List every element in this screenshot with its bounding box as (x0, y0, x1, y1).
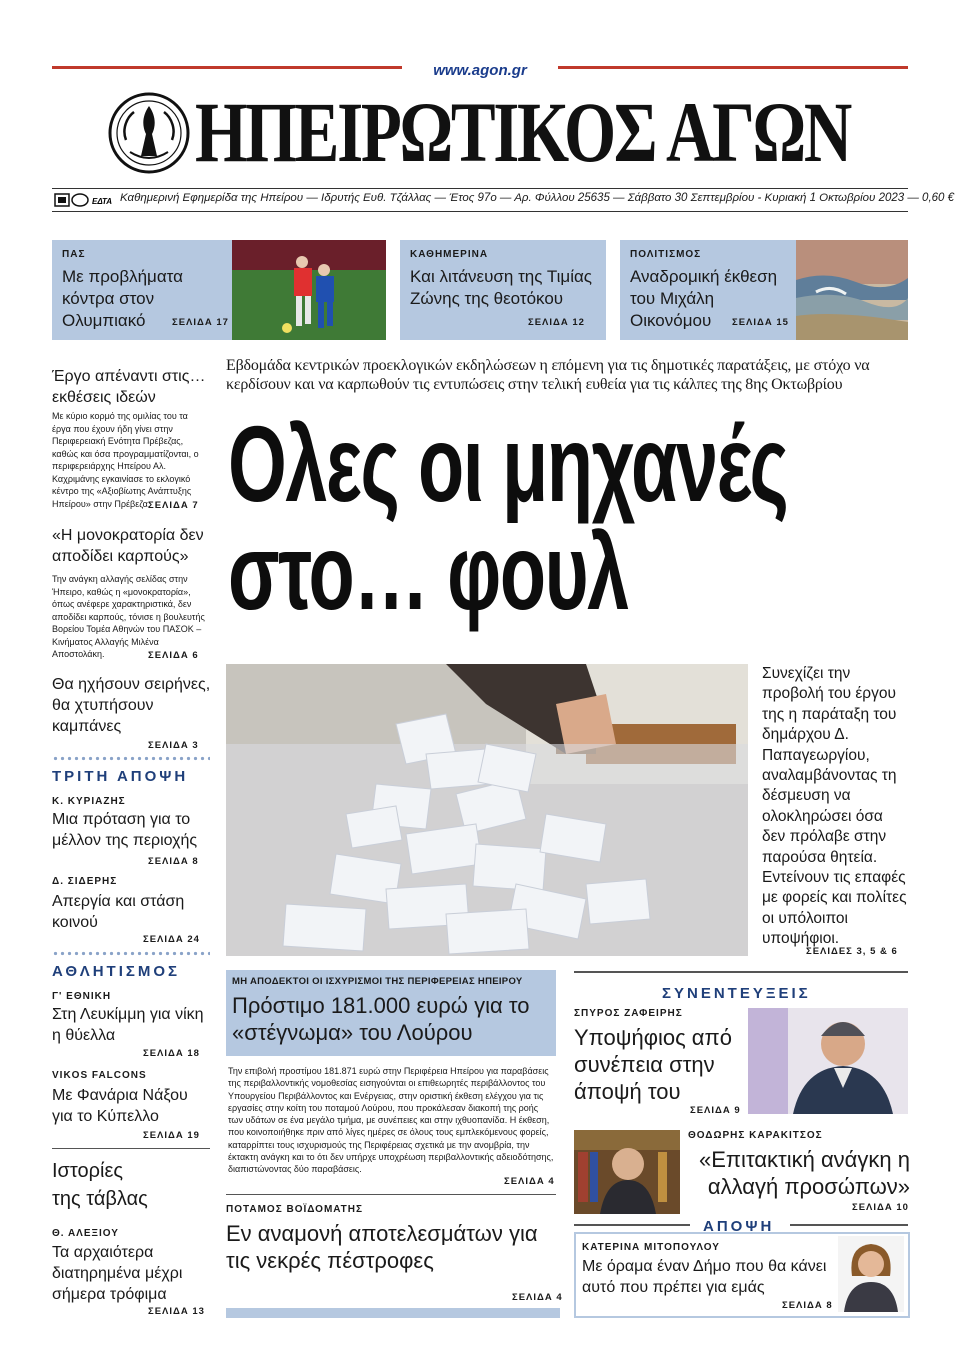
i1-title[interactable]: Υποψήφιος από συνέπεια στην άποψή του (574, 1025, 732, 1104)
op1-author: Κ. ΚΥΡΙΑΖΗΣ (52, 796, 126, 807)
op2-page: ΣΕΛΙΔΑ 24 (143, 934, 200, 945)
ballots-photo (226, 664, 748, 956)
opinion-page: ΣΕΛΙΔΑ 8 (782, 1300, 833, 1311)
i1-name: ΣΠΥΡΟΣ ΖΑΦΕΙΡΗΣ (574, 1008, 683, 1019)
box-kicker: ΠΑΣ (62, 249, 86, 260)
rule (226, 1194, 556, 1195)
sp1-kicker: Γ' ΕΘΝΙΚΗ (52, 991, 112, 1002)
main-side-text: Συνεχίζει την προβολή του έργου της η παράταξη του δημάρχου Δ. Παπαγεωργίου, αναλαμβάνοντας τη δέσμευση να ολοκληρώσει όσα δεν πρόλαβε στην παρούσα θητεία. Εντείνουν τις επαφές με φορείς και πολίτες οι υπόλοιποι υποψήφιοι. (762, 665, 907, 948)
st1-page: ΣΕΛΙΔΑ 13 (148, 1306, 205, 1317)
main-side-pages: ΣΕΛΙΔΕΣ 3, 5 & 6 (806, 946, 898, 957)
info-line (52, 188, 955, 212)
op1-title[interactable]: Μια πρόταση για το μέλλον της περιοχής (52, 811, 198, 849)
divider-dots (52, 951, 210, 956)
left-item2-page: ΣΕΛΙΔΑ 6 (148, 650, 199, 661)
i2-title[interactable]: «Επιτακτική ανάγκη η αλλαγή προσώπων» (698, 1147, 910, 1199)
left-item1-title[interactable]: Έργο απέναντι στις… εκθέσεις ιδεών (52, 368, 206, 406)
left-item3-title[interactable]: Θα ηχήσουν σειρήνες, θα χτυπήσουν καμπάνες (52, 676, 211, 735)
box-kicker: ΠΟΛΙΤΙΣΜΟΣ (630, 249, 702, 260)
interviews-head: ΣΥΝΕΝΤΕΥΞΕΙΣ (662, 985, 811, 1002)
box-page: ΣΕΛΙΔΑ 17 (172, 317, 229, 328)
header-rule-right (558, 66, 908, 69)
left-item2-title[interactable]: «Η μονοκρατορία δεν αποδίδει καρπούς» (52, 527, 204, 565)
opinion-box[interactable] (574, 1232, 910, 1318)
header-rule-left (52, 66, 402, 69)
fine-story-box[interactable] (226, 970, 556, 1056)
rule (574, 971, 908, 973)
opinion-name: ΚΑΤΕΡΙΝΑ ΜΙΤΟΠΟΥΛΟΥ (582, 1242, 720, 1253)
headline-line-2: στο… φουλ (228, 511, 628, 632)
rule (52, 1148, 210, 1149)
box-page: ΣΕΛΙΔΑ 15 (732, 317, 789, 328)
publisher-logos-icon (54, 192, 114, 208)
divider-dots (52, 756, 210, 761)
sp1-page: ΣΕΛΙΔΑ 18 (143, 1048, 200, 1059)
sp2-page: ΣΕΛΙΔΑ 19 (143, 1130, 200, 1141)
interviewee-photo-2 (574, 1130, 680, 1214)
info-text: Καθημερινή Εφημερίδα της Ηπείρου — Ιδρυτής Ευθ. Τζάλλας — Έτος 97ο — Αρ. Φύλλου 25635 — Σάββατο 30 Σεπτεμβρίου - Κυριακή 1 Οκτωβρίου 2023 — 0,60 € (120, 192, 955, 204)
top-box-pas[interactable] (52, 240, 386, 340)
fine-kicker: ΜΗ ΑΠΟΔΕΚΤΟΙ ΟΙ ΙΣΧΥΡΙΣΜΟΙ ΤΗΣ ΠΕΡΙΦΕΡΕΙΑΣ ΗΠΕΙΡΟΥ (232, 976, 523, 987)
painting-photo (796, 240, 908, 340)
left-item3-page: ΣΕΛΙΔΑ 3 (148, 740, 199, 751)
svg-text:ΕΔΤΑ: ΕΔΤΑ (92, 197, 113, 206)
main-headline[interactable] (228, 403, 788, 632)
headline-line-1: Ολες οι μηχανές (228, 403, 788, 524)
top-box-culture[interactable] (620, 240, 908, 340)
sp2-title[interactable]: Με Φανάρια Νάξου για το Κύπελλο (52, 1087, 188, 1125)
river-page: ΣΕΛΙΔΑ 4 (512, 1292, 563, 1303)
fine-title: Πρόστιμο 181.000 ευρώ για το «στέγνωμα» του Λούρου (232, 993, 530, 1045)
i1-page: ΣΕΛΙΔΑ 9 (690, 1105, 741, 1116)
op2-title[interactable]: Απεργία και στάση κοινού (52, 893, 185, 931)
seal-logo (108, 92, 190, 174)
left-item1-body: Με κύριο κορμό της ομιλίας του τα έργα που έχουν ήδη γίνει στην Περιφερειακή Ενότητα Πρέβεζας, καθώς και όσα προγραμματίζονται, ο περιφερειάρχης Ηπείρου Αλ. Καχριμάνης εγκαινίασε το εκλογικό κέντρο της «Αξιοβίωτης Ανάπτυξης Ηπείρου» στην Πρέβεζα. (52, 411, 199, 509)
river-title[interactable]: Εν αναμονή αποτελεσμάτων για τις νεκρές πέστροφες (226, 1221, 538, 1273)
site-url[interactable]: www.agon.gr (433, 62, 527, 79)
i2-name: ΘΟΔΩΡΗΣ ΚΑΡΑΚΙΤΣΟΣ (688, 1130, 823, 1141)
st1-title[interactable]: Τα αρχαιότερα διατηρημένα μέχρι σήμερα τρόφιμα (52, 1244, 183, 1303)
i2-page: ΣΕΛΙΔΑ 10 (852, 1202, 909, 1213)
sp2-kicker: VIKOS FALCONS (52, 1070, 147, 1081)
river-kicker: ΠΟΤΑΜΟΣ ΒΟΪΔΟΜΑΤΗΣ (226, 1204, 364, 1215)
left-item1-page: ΣΕΛΙΔΑ 7 (148, 500, 199, 511)
sp1-title[interactable]: Στη Λευκίμμη για νίκη η θύελλα (52, 1006, 204, 1044)
op2-author: Δ. ΣΙΔΕΡΗΣ (52, 876, 118, 887)
masthead-title: ΗΠΕΙΡΩΤΙΚΟΣ ΑΓΩΝ (195, 84, 850, 180)
stories-head-line1: Ιστορίες (52, 1160, 124, 1182)
river-bar (226, 1308, 560, 1318)
sports-section-head: ΑΘΛΗΤΙΣΜΟΣ (52, 963, 181, 980)
fine-body: Την επιβολή προστίμου 181.871 ευρώ στην Περιφέρεια Ηπείρου για παραβάσεις της περιβαλλοντικής νομοθεσίας εισηγούνται οι επιθεωρητές περιβάλλοντος του Υπουργείου Περιβάλλοντος και Ενέργειας, στην οριστική έκθεση ελέγχου για τις εργασίες στην κοίτη του ποταμού Λούρου, που προκάλεσαν διακοπή της ροής των υδάτων σε ένα μεγάλο τμήμα, με συνέπειες και στην ιχθυοπανίδα. Η έκθεση, που κοινοποιήθηκε πριν από λίγες ημέρες σε όλους τους εμπλεκόμενους φορείς, καταρρίπτει τους ισχυρισμούς της Περιφέρειας σχετικά με την ανομβρία, την έκτακτη ανάγκη και το ότι δεν υπήρχε υποχρέωση περιβαλλοντικής αδειοδότησης, διαπιστώνοντας δύο παραβάσεις. (228, 1066, 554, 1175)
top-box-daily[interactable] (400, 240, 606, 340)
box-title: Με προβλήματα κόντρα στον Ολυμπιακό (62, 267, 183, 330)
box-title: Και λιτάνευση της Τιμίας Ζώνης της θεοτόκου (410, 267, 592, 308)
football-photo (232, 240, 386, 340)
left-item2-body: Την ανάγκη αλλαγής σελίδας στην Ήπειρο, καθώς η «μονοκρατορία», όπως ανέφερε χαρακτηριστικά, δεν αποδίδει καρπούς, τόνισε η βουλευτής Βορείου Τομέα Αθηνών του ΠΑΣΟΚ – Κινήματος Αλλαγής Μιλένα Αποστολάκη. (52, 574, 205, 659)
opinion-author-photo (838, 1236, 904, 1312)
box-kicker: ΚΑΘΗΜΕΡΙΝΑ (410, 249, 489, 260)
fine-page: ΣΕΛΙΔΑ 4 (504, 1176, 555, 1187)
op1-page: ΣΕΛΙΔΑ 8 (148, 856, 199, 867)
box-page: ΣΕΛΙΔΑ 12 (528, 317, 585, 328)
st1-author: Θ. ΑΛΕΞΙΟΥ (52, 1228, 119, 1239)
box-title: Αναδρομική έκθεση του Μιχάλη Οικονόμου (630, 267, 778, 330)
interviewee-photo-1 (748, 1008, 908, 1114)
opinion-head: ΑΠΟΨΗ (703, 1218, 775, 1235)
main-subheadline: Εβδομάδα κεντρικών προεκλογικών εκδηλώσεων η επόμενη για τις δημοτικές παρατάξεις, με στόχο να κερδίσουν και να καρπωθούν τις εντυπώσεις στην τελική ευθεία για τις κάλπες της 8ης Οκτωβρίου (226, 357, 870, 393)
stories-head-line2: της τάβλας (52, 1188, 148, 1210)
opinion-section-head: ΤΡΙΤΗ ΑΠΟΨΗ (52, 768, 189, 785)
opinion-title: Με όραμα έναν Δήμο που θα κάνει αυτό που πρέπει για εμάς (582, 1258, 827, 1296)
